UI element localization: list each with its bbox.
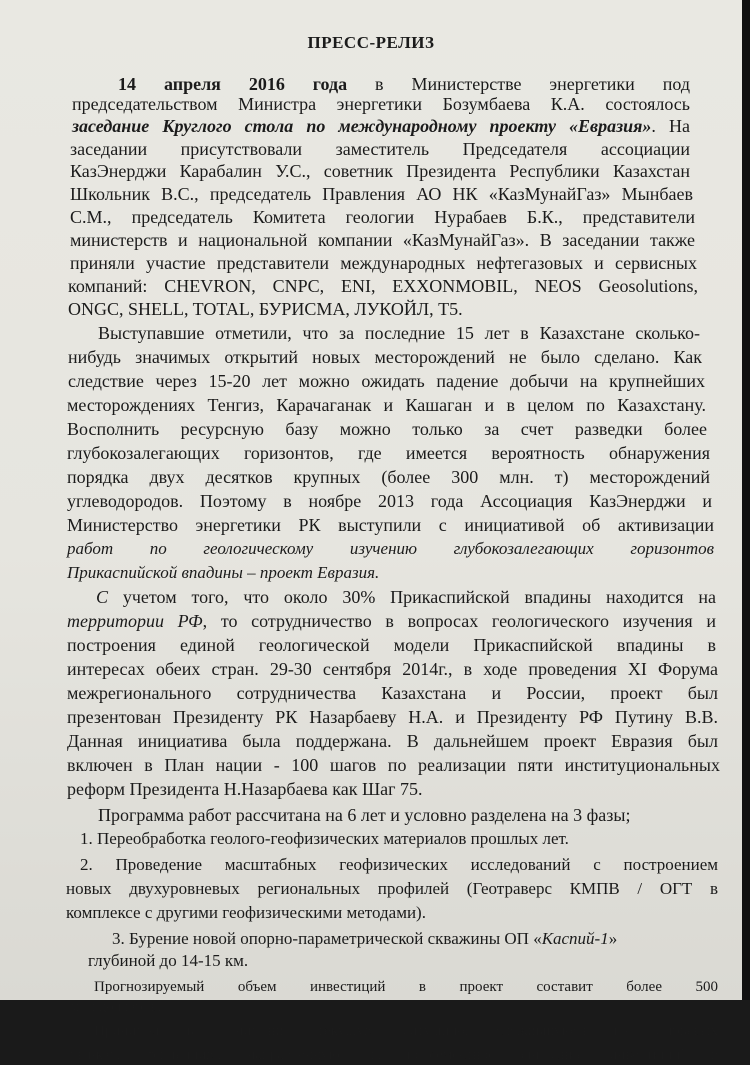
text-line (67, 707, 718, 727)
text-segment: , то сотрудничество в вопросах геологического изучения и (202, 611, 716, 631)
text-line (67, 419, 707, 439)
text-segment: председательством Министра энергетики Бозумбаева К.А. состоялось (72, 94, 690, 114)
text-segment: Прикаспийской впадины – проект Евразия. (67, 563, 380, 582)
text-line (98, 805, 630, 825)
text-segment: Выступавшие отметили, что за последние 15 лет в Казахстане сколько- (98, 323, 700, 343)
text-segment: » (608, 929, 618, 948)
text-line (72, 94, 690, 114)
text-segment: С.М., председатель Комитета геологии Нурабаев Б.К., представители (70, 207, 695, 227)
text-line (67, 659, 718, 679)
text-segment: работ по геологическому изучению глубокозалегающих горизонтов (67, 539, 714, 558)
text-segment: в Министерстве энергетики под (347, 74, 690, 94)
text-segment: заседании присутствовали заместитель Председателя ассоциации (70, 139, 690, 159)
text-line (112, 929, 617, 949)
text-segment: Министерство энергетики РК выступили с инициативой об активизации (67, 515, 714, 535)
text-segment: . На (651, 116, 690, 136)
text-segment: Каспий-1 (541, 929, 609, 948)
text-line (67, 635, 716, 655)
text-line (67, 491, 712, 511)
page-title: ПРЕСС-РЕЛИЗ (307, 33, 435, 52)
text-line (68, 347, 702, 367)
text-segment: Прогнозируемый объем инвестиций в проект составит более 500 (94, 979, 718, 995)
text-line (70, 253, 697, 273)
text-line (80, 829, 569, 849)
text-segment: месторождениях Тенгиз, Карачаганак и Кашаган и в целом по Казахстану. (67, 395, 706, 415)
text-segment: Школьник В.С., председатель Правления АО НК «КазМунайГаз» Мынбаев (70, 184, 693, 204)
text-segment: построения единой геологической модели Прикаспийской впадины в (67, 635, 716, 655)
text-line (66, 903, 426, 923)
text-line (118, 74, 690, 94)
text-line (68, 276, 698, 296)
text-line (96, 587, 716, 607)
text-line (88, 951, 248, 971)
text-line (72, 116, 690, 136)
text-line (67, 731, 718, 751)
text-segment: компаний: CHEVRON, CNPC, ENI, EXXONMOBIL, NEOS Geosolutions, (68, 276, 698, 296)
text-line (70, 230, 695, 250)
page-edge-shadow (742, 0, 750, 1000)
text-segment: 14 апреля 2016 года (118, 74, 348, 94)
text-line (98, 323, 700, 343)
text-segment: Данная инициатива была поддержана. В дальнейшем проект Евразия был (67, 731, 718, 751)
text-line (70, 161, 690, 181)
text-segment: реформ Президента Н.Назарбаева как Шаг 75. (67, 779, 423, 799)
text-segment: заседание Круглого стола по международному проекту «Евразия» (72, 116, 652, 136)
text-segment: территории РФ (67, 611, 203, 631)
text-line (68, 371, 705, 391)
text-line (70, 139, 690, 159)
text-line (67, 683, 718, 703)
text-segment: Программа работ рассчитана на 6 лет и условно разделена на 3 фазы; (98, 805, 631, 825)
text-line (67, 611, 716, 631)
text-segment: межрегионального сотрудничества Казахстана и России, проект был (67, 683, 718, 703)
text-segment: нибудь значимых открытий новых месторождений не было сделано. Как (68, 347, 702, 367)
text-line (80, 855, 718, 875)
text-line (94, 1021, 718, 1041)
text-line (70, 184, 693, 204)
text-line (67, 755, 720, 775)
text-segment: приняли участие представители международных нефтегазовых и сервисных (70, 253, 697, 273)
text-segment: Восполнить ресурсную базу можно только за счет разведки более (67, 419, 707, 439)
text-segment: углеводородов. Поэтому в ноябре 2013 года Ассоциация КазЭнерджи и (67, 491, 712, 511)
text-segment: учетом того, что около 30% Прикаспийской впадины находится на (108, 587, 716, 607)
text-segment: включен в План нации - 100 шагов по реализации пяти институциональных (67, 755, 720, 775)
text-segment: интересах обеих стран. 29-30 сентября 2014г., в ходе проведения XI Форума (67, 659, 718, 679)
text-line (70, 997, 161, 1017)
text-segment: следствие через 15-20 лет можно ожидать падение добычи на крупнейших (68, 371, 705, 391)
text-segment: млн.долларов. (70, 999, 162, 1015)
text-segment: комплексе с другими геофизическими методами). (66, 903, 426, 922)
text-line (67, 563, 379, 583)
text-segment: новых двухуровневых региональных профилей (Геотраверс КМПВ / ОГТ в (66, 879, 718, 898)
text-line (67, 779, 423, 799)
text-line (66, 879, 718, 899)
text-segment: порядка двух десятков крупных (более 300 млн. т) месторождений (67, 467, 710, 487)
text-segment: 2. Проведение масштабных геофизических исследований с построением (80, 855, 718, 874)
text-segment: глубиной до 14-15 км. (88, 951, 249, 970)
text-line (67, 467, 710, 487)
text-segment: 3. Бурение новой опорно-параметрической скважины ОП « (112, 929, 542, 948)
text-segment: КазЭнерджи Карабалин У.С., советник Президента Республики Казахстан (70, 161, 690, 181)
text-segment: С (96, 587, 109, 607)
text-line (67, 395, 706, 415)
text-segment: Принимая во внимание текущую ситуацию, сложившуюся на сырьевых (94, 1023, 718, 1039)
text-segment: министерств и национальной компании «КазМунайГаз». В заседании также (70, 230, 695, 250)
text-segment: 1. Переобработка геолого-геофизических материалов прошлых лет. (80, 829, 569, 848)
text-segment: глубокозалегающих горизонтов, где имеется вероятность обнаружения (67, 443, 710, 463)
text-line (67, 443, 710, 463)
text-line (94, 977, 718, 997)
text-line (67, 515, 714, 535)
text-segment: рынках, тенденцию, направленную на повсеместное снижение инвестиций в (70, 1047, 718, 1063)
text-line (70, 1045, 718, 1065)
text-line (67, 539, 714, 559)
text-segment: презентован Президенту РК Назарбаеву Н.А. и Президенту РФ Путину В.В. (67, 707, 718, 727)
text-segment: ONGC, SHELL, TOTAL, БУРИСМА, ЛУКОЙЛ, Т5. (68, 299, 463, 319)
text-line (68, 299, 463, 319)
text-line (70, 207, 695, 227)
